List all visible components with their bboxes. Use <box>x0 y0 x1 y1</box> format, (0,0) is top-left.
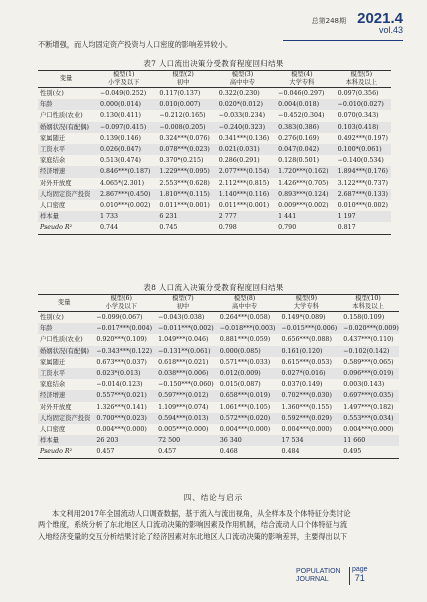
row-value: −0.099(0.067) <box>96 314 143 321</box>
row-value: 72 500 <box>152 435 214 446</box>
row-value: 0.026(0.047) <box>94 144 153 155</box>
row-variable: 年龄 <box>38 99 94 110</box>
table8-model-header: 模型(7) <box>172 295 194 302</box>
row-value: 0.130(0.411) <box>100 112 141 120</box>
table-row <box>38 88 391 100</box>
row-value: 0.004***(0.000) <box>219 426 271 434</box>
row-variable: 工资水平 <box>38 144 94 155</box>
row-value: 1.229***(0.095) <box>153 166 212 177</box>
row-value: 1.061***(0.105) <box>219 403 271 411</box>
table8-grid <box>38 294 399 459</box>
row-value: 0.457 <box>90 446 152 458</box>
row-value: 2.112***(0.815) <box>218 179 270 187</box>
row-value: 0.139(0.146) <box>100 134 141 142</box>
table-row <box>38 312 399 324</box>
row-value: 0.702***(0.030) <box>275 390 337 401</box>
row-value: 0.322(0.230) <box>218 90 260 97</box>
row-value: 0.881***(0.059) <box>219 336 271 344</box>
row-value: 0.011***(0.001) <box>159 202 210 210</box>
row-value: 0.003(0.143) <box>343 381 385 389</box>
row-variable: 婚姻状况(有配偶) <box>38 122 94 133</box>
paragraph-line: 本文利用2017年全国流动人口调查数据，基于流入与流出视角，从全样本及个体特征分类讨论 <box>52 509 351 518</box>
table-row <box>38 323 399 334</box>
row-value: 0.744 <box>94 222 153 234</box>
table7-model-header: 模型(5) <box>350 71 373 78</box>
row-value: 0.492***(0.197) <box>337 134 388 142</box>
row-variable: 家属随迁 <box>40 134 66 142</box>
row-value: 2.553***(0.628) <box>159 179 210 187</box>
row-value: 2.687***(0.133) <box>332 189 391 200</box>
row-value: 0.571***(0.033) <box>219 358 271 366</box>
row-value: 0.100*(0.061) <box>332 144 391 155</box>
row-value: 0.004***(0.000) <box>343 426 394 434</box>
row-value: 1.894***(0.176) <box>332 166 391 177</box>
row-value: 0.004(0.018) <box>272 99 331 110</box>
row-value: 0.594***(0.013) <box>152 413 214 424</box>
row-value: 1.109***(0.074) <box>158 403 209 411</box>
row-value: 0.513(0.474) <box>100 157 141 165</box>
row-variable: 样本量 <box>38 435 90 446</box>
table8-edu-header: 本科及以上 <box>352 303 384 310</box>
table-row <box>38 200 391 211</box>
row-value: 0.790 <box>272 222 331 234</box>
table7-edu-header: 大学专科 <box>289 79 315 86</box>
journal-name-line2: JOURNAL <box>296 576 329 583</box>
table8-title: 表8 人口流入决策分受教育程度回归结果 <box>143 283 284 292</box>
table-row <box>38 446 399 458</box>
row-value: 0.920***(0.109) <box>96 336 147 344</box>
row-value: 1.810***(0.115) <box>153 189 212 200</box>
row-value: 1.360***(0.155) <box>281 403 332 411</box>
paragraph-line: 入地经济变量的交互分析结果讨论了经济因素对东北地区人口流动决策的影响差异，主要得出以下 <box>38 531 348 541</box>
row-value: −0.015***(0.006) <box>275 323 337 334</box>
row-value: 3.122***(0.737) <box>337 179 388 187</box>
row-variable: 对外开放度 <box>40 403 72 411</box>
row-value: 17 534 <box>275 435 337 446</box>
issue-year: 2021.4 <box>357 10 403 27</box>
row-value: 0.597***(0.012) <box>152 390 214 401</box>
row-value: 0.846***(0.187) <box>94 166 153 177</box>
table-row <box>38 189 391 200</box>
row-value: 1 733 <box>94 211 153 222</box>
row-value: 2 777 <box>213 211 272 222</box>
row-variable: Pseudo R² <box>38 222 94 234</box>
row-value: −0.131**(0.061) <box>152 346 214 357</box>
row-value: 0.553***(0.034) <box>337 413 399 424</box>
row-value: −0.102(0.142) <box>337 346 399 357</box>
table7-body <box>38 88 391 235</box>
row-value: 0.020*(0.012) <box>213 99 272 110</box>
row-value: 0.011***(0.001) <box>218 202 270 210</box>
row-variable: 家属随迁 <box>40 358 66 366</box>
table8-model-header: 模型(10) <box>355 295 381 302</box>
row-value: 0.027*(0.016) <box>275 368 337 379</box>
table-row <box>38 222 391 234</box>
row-variable: 年龄 <box>38 323 90 334</box>
row-value: 0.589***(0.065) <box>343 358 394 366</box>
volume: vol.43 <box>378 25 403 35</box>
journal-header <box>312 8 403 35</box>
row-value: 0.817 <box>332 222 391 234</box>
row-value: 0.383(0.386) <box>272 122 331 133</box>
table7-grid <box>38 70 391 235</box>
row-value: 0.592***(0.029) <box>275 413 337 424</box>
row-value: −0.008(0.205) <box>153 122 212 133</box>
row-value: 0.557***(0.021) <box>90 390 152 401</box>
row-variable: Pseudo R² <box>38 446 90 458</box>
row-value: −0.049(0.252) <box>100 90 147 97</box>
table-row <box>38 334 399 345</box>
row-value: −0.018***(0.003) <box>214 323 276 334</box>
row-value: 0.656***(0.088) <box>281 336 332 344</box>
row-value: −0.017***(0.004) <box>90 323 152 334</box>
row-value: 0.286(0.291) <box>218 157 260 165</box>
row-variable: 样本量 <box>38 211 94 222</box>
row-value: 0.572***(0.020) <box>214 413 276 424</box>
table-row <box>38 402 399 413</box>
table7-model-header: 模型(3) <box>231 71 254 78</box>
row-value: −0.010(0.027) <box>332 99 391 110</box>
table8-edu-header: 大学专科 <box>293 303 319 310</box>
row-value: 0.047(0.042) <box>272 144 331 155</box>
table-row <box>38 357 399 368</box>
row-variable: 婚姻状况(有配偶) <box>38 346 90 357</box>
row-variable: 性别(女) <box>40 90 64 97</box>
row-variable: 户口性质(农业) <box>40 112 83 120</box>
row-value: 1 197 <box>332 211 391 222</box>
row-value: 0.161(0.120) <box>275 346 337 357</box>
row-value: 0.097(0.356) <box>337 90 379 97</box>
section-body <box>38 508 390 542</box>
row-value: 0.103(0.418) <box>332 122 391 133</box>
table8 <box>38 294 399 459</box>
row-value: −0.140(0.534) <box>337 157 384 165</box>
row-value: −0.043(0.038) <box>158 314 205 321</box>
row-value: 0.893***(0.124) <box>272 189 331 200</box>
row-value: 0.798 <box>213 222 272 234</box>
paragraph-line: 两个维度，系统分析了东北地区人口流动决策的影响因素及作用机制，结合流动人口个体特征与流 <box>38 520 348 530</box>
table7-edu-header: 高中中专 <box>229 79 256 86</box>
row-value: 0.658***(0.019) <box>214 390 276 401</box>
table-row <box>38 166 391 177</box>
row-value: 0.437***(0.110) <box>343 336 394 344</box>
row-value: 0.010(0.007) <box>153 99 212 110</box>
row-value: 1.720***(0.162) <box>272 166 331 177</box>
table-row <box>38 346 399 357</box>
page-label: page <box>352 566 368 573</box>
row-variable: 户口性质(农业) <box>40 336 83 344</box>
row-variable: 人均固定资产投资 <box>38 189 94 200</box>
footer-divider <box>349 567 350 585</box>
table-row <box>38 99 391 110</box>
row-variable: 对外开放度 <box>40 179 72 187</box>
row-value: 6 231 <box>153 211 212 222</box>
row-value: −0.014(0.123) <box>96 381 143 389</box>
row-value: 0.324***(0.076) <box>159 134 210 142</box>
row-value: 0.128(0.501) <box>278 157 320 165</box>
table-row <box>38 133 391 144</box>
table8-edu-header: 小学及以下 <box>105 303 137 310</box>
table7 <box>38 70 391 235</box>
row-value: 0.158(0.109) <box>343 314 385 321</box>
row-value: 0.004***(0.000) <box>281 426 332 434</box>
row-value: 0.096***(0.019) <box>337 368 399 379</box>
row-value: 0.495 <box>337 446 399 458</box>
table-row <box>38 424 399 435</box>
row-value: 0.037(0.149) <box>281 381 323 389</box>
table7-edu-header: 本科及以上 <box>345 79 378 86</box>
journal-name-line1: POPULATION <box>296 568 341 575</box>
table-row <box>38 144 391 155</box>
table-row <box>38 379 399 390</box>
row-value: 0.005***(0.000) <box>158 426 209 434</box>
row-value: 0.484 <box>275 446 337 458</box>
table8-edu-header: 初中 <box>176 303 190 310</box>
row-value: −0.020***(0.009) <box>337 323 399 334</box>
row-value: 0.070(0.343) <box>337 112 379 120</box>
row-value: 0.457 <box>152 446 214 458</box>
row-value: 0.370*(0.215) <box>159 157 204 165</box>
row-value: 2.077***(0.154) <box>213 166 272 177</box>
row-value: 1 441 <box>272 211 331 222</box>
table-row <box>38 122 391 133</box>
row-value: 0.023*(0.013) <box>90 368 152 379</box>
header-rule <box>283 40 403 41</box>
row-variable: 家庭结余 <box>40 157 66 165</box>
row-variable: 经济增速 <box>38 390 90 401</box>
row-value: 36 340 <box>214 435 276 446</box>
row-value: 0.615***(0.053) <box>281 358 332 366</box>
row-value: 0.004***(0.000) <box>96 426 147 434</box>
row-value: 0.010***(0.002) <box>100 202 151 210</box>
row-value: 0.117(0.137) <box>159 90 201 97</box>
row-value: 0.010***(0.002) <box>337 202 388 210</box>
section-title: 四、结论与启示 <box>183 493 244 502</box>
row-value: −0.033(0.234) <box>218 112 266 120</box>
row-value: −0.452(0.304) <box>278 112 325 120</box>
row-value: 11 660 <box>337 435 399 446</box>
page-marker <box>352 565 368 583</box>
row-value: 0.000(0.014) <box>94 99 153 110</box>
row-value: −0.097(0.415) <box>94 122 153 133</box>
row-value: −0.046(0.297) <box>278 90 325 97</box>
row-value: 0.673***(0.037) <box>96 358 147 366</box>
row-variable: 家庭结余 <box>40 381 66 389</box>
row-value: 1.049***(0.046) <box>158 336 209 344</box>
table7-title: 表7 人口流出决策分受教育程度回归结果 <box>143 59 284 68</box>
table-row <box>38 435 399 446</box>
row-value: −0.011***(0.002) <box>152 323 214 334</box>
row-variable: 人口密度 <box>40 202 66 210</box>
table8-model-header: 模型(6) <box>110 295 132 302</box>
table7-edu-header: 小学及以下 <box>107 79 140 86</box>
table8-model-header: 模型(9) <box>295 295 318 302</box>
journal-name <box>296 568 341 584</box>
row-value: 0.038***(0.006) <box>152 368 214 379</box>
row-value: 0.745 <box>153 222 212 234</box>
row-value: 0.341***(0.136) <box>218 134 270 142</box>
row-value: 0.700***(0.023) <box>90 413 152 424</box>
row-value: 0.276(0.169) <box>278 134 320 142</box>
row-variable: 工资水平 <box>38 368 90 379</box>
row-value: 1.426***(0.705) <box>278 179 329 187</box>
table7-model-header: 模型(1) <box>112 71 135 78</box>
table7-model-header: 模型(2) <box>172 71 194 78</box>
row-value: 0.618***(0.021) <box>158 358 209 366</box>
row-value: −0.150***(0.060) <box>158 381 214 389</box>
row-value: 0.009***(0.002) <box>278 202 329 210</box>
row-variable: 人口密度 <box>40 426 66 434</box>
row-value: −0.212(0.165) <box>159 112 206 120</box>
table-row <box>38 413 399 424</box>
row-value: 0.697***(0.035) <box>337 390 399 401</box>
row-value: 1.140***(0.116) <box>213 189 272 200</box>
row-variable: 人均固定资产投资 <box>38 413 90 424</box>
table8-body <box>38 312 399 459</box>
table8-model-header: 模型(8) <box>233 295 256 302</box>
table-row <box>38 390 399 401</box>
page-number: 71 <box>354 573 365 583</box>
table7-var-header: 变量 <box>38 71 94 88</box>
row-value: 0.149*(0.089) <box>281 314 326 321</box>
table8-var-header: 变量 <box>38 295 90 312</box>
issue-number: 总第248期 <box>311 17 347 25</box>
row-value: −0.240(0.323) <box>213 122 272 133</box>
row-value: 1.326***(0.141) <box>96 403 147 411</box>
intro-text: 不断增强，而人均固定资产投资与人口密度的影响差异较小。 <box>38 40 233 49</box>
table8-edu-header: 高中中专 <box>232 303 258 310</box>
row-value: 2.867***(0.450) <box>94 189 153 200</box>
row-value: 0.078***(0.023) <box>153 144 212 155</box>
row-value: 0.015(0.087) <box>219 381 261 389</box>
row-variable: 经济增速 <box>38 166 94 177</box>
table7-edu-header: 初中 <box>176 79 190 86</box>
table-row <box>38 211 391 222</box>
row-value: 0.264***(0.058) <box>219 314 271 321</box>
table7-model-header: 模型(4) <box>291 71 313 78</box>
row-value: 1.497***(0.182) <box>343 403 394 411</box>
table-row <box>38 155 391 166</box>
row-value: 26 203 <box>90 435 152 446</box>
row-value: 0.021(0.031) <box>213 144 272 155</box>
row-value: 0.000(0.085) <box>214 346 276 357</box>
table-row <box>38 110 391 121</box>
row-value: 4.065*(2.301) <box>100 179 145 187</box>
table-row <box>38 178 391 189</box>
table-row <box>38 368 399 379</box>
row-variable: 性别(女) <box>40 314 64 321</box>
row-value: −0.343***(0.122) <box>90 346 152 357</box>
row-value: 0.468 <box>214 446 276 458</box>
row-value: 0.012(0.009) <box>214 368 276 379</box>
